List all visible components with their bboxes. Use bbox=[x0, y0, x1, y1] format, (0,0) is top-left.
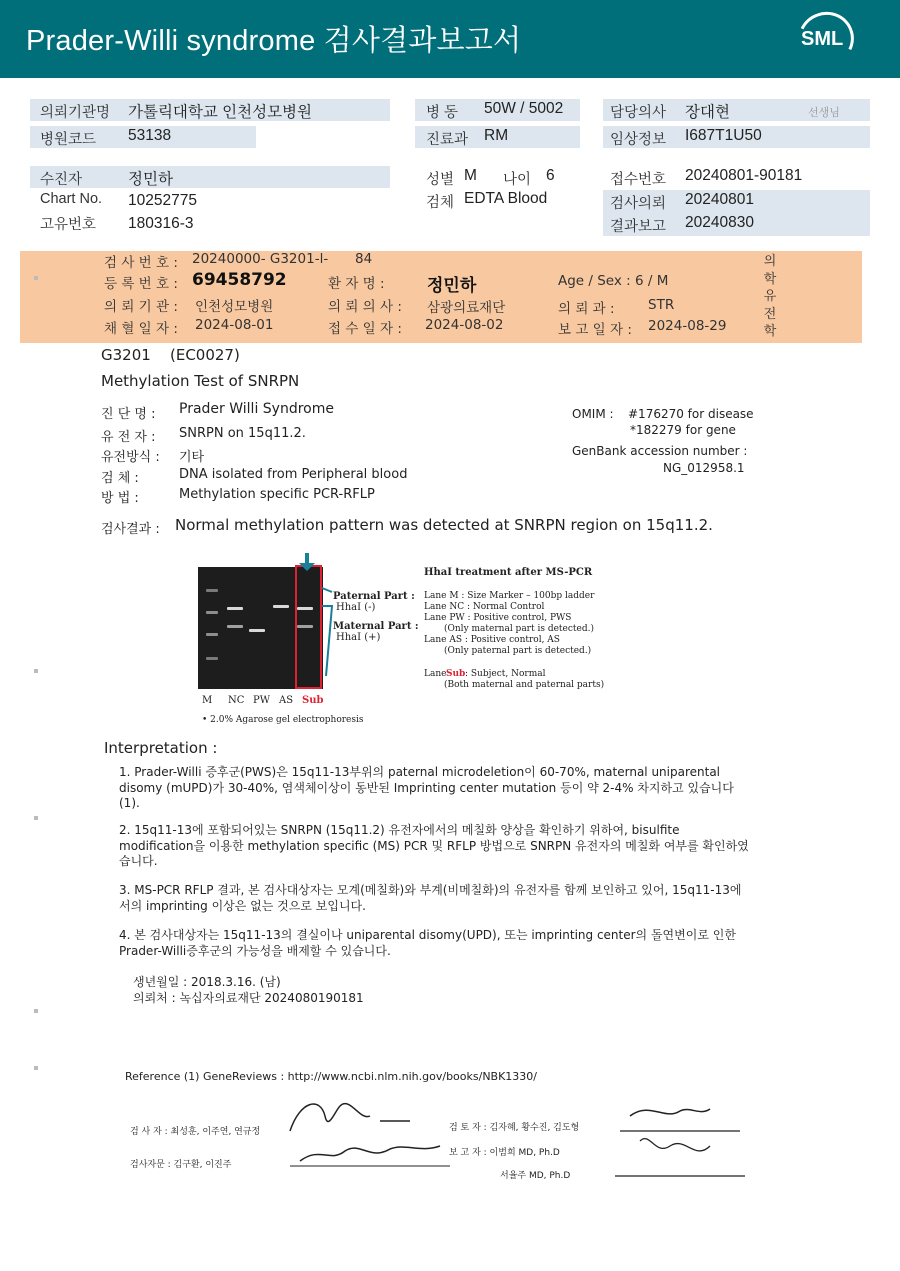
scan-mark bbox=[34, 816, 38, 820]
legend-line: Lane M : Size Marker – 100bp ladder bbox=[424, 591, 595, 601]
hospital-code-value: 53138 bbox=[128, 127, 172, 144]
report: 2024-08-29 bbox=[648, 318, 727, 334]
reviewer: 검 토 자 : 김자혜, 황수진, 김도형 bbox=[449, 1123, 580, 1133]
legend-line: Lane PW : Positive control, PWS bbox=[424, 613, 572, 623]
header-bar bbox=[0, 0, 900, 78]
result: Normal methylation pattern was detected at SNRPN region on 15q11.2. bbox=[175, 516, 713, 534]
hospital-code-label: 병원코드 bbox=[40, 132, 97, 148]
clinical-label: 임상정보 bbox=[610, 132, 667, 148]
dept-label: 진료과 bbox=[426, 132, 469, 148]
inherit-label: 유전방식 : bbox=[101, 450, 160, 465]
sample-label: 검 체 : bbox=[101, 471, 139, 486]
specimen-value: EDTA Blood bbox=[464, 190, 548, 207]
interp-item: 3. MS-PCR RFLP 결과, 본 검사대상자는 모계(메칠화)와 부계(비메칠화)의 유전자를 함께 보인하고 있어, 15q11-13에서의 imprinting 이상은 없는 것으로 보입니다. bbox=[119, 883, 742, 913]
requesting-org-label: 의뢰기관명 bbox=[40, 105, 111, 121]
legend-line: Lane NC : Normal Control bbox=[424, 602, 545, 612]
org: 인천성모병원 bbox=[195, 299, 274, 315]
req-doctor: 삼광의료재단 bbox=[427, 300, 506, 316]
dept-label-2: 의 뢰 과 : bbox=[558, 301, 615, 317]
legend-sub: Sub bbox=[446, 669, 466, 679]
gel-band bbox=[227, 607, 243, 610]
scan-mark bbox=[34, 1066, 38, 1070]
reporter: 보 고 자 : 이범희 MD, Ph.D bbox=[449, 1148, 560, 1158]
reception-label: 접수번호 bbox=[610, 172, 667, 188]
gene-label: 유 전 자 : bbox=[101, 430, 156, 445]
requesting-org-value: 가톨릭대학교 인천성모병원 bbox=[128, 104, 312, 121]
patient-value: 정민하 bbox=[128, 171, 173, 188]
row-bg bbox=[30, 166, 390, 188]
method: Methylation specific PCR-RFLP bbox=[179, 487, 375, 502]
gel-lane-pw: PW bbox=[253, 695, 271, 706]
sex-value: M bbox=[464, 167, 477, 184]
gel-band bbox=[206, 633, 218, 636]
head-patient: 정민하 bbox=[427, 276, 477, 296]
age-value: 6 bbox=[546, 167, 555, 184]
request-date-value: 20240801 bbox=[685, 191, 754, 208]
collect: 2024-08-01 bbox=[195, 317, 274, 333]
dept-2: STR bbox=[648, 297, 675, 313]
collect-label: 채 혈 일 자 : bbox=[104, 321, 178, 337]
gel-band bbox=[206, 611, 218, 614]
paternal-hhal: HhaI (-) bbox=[336, 602, 376, 613]
legend-title: HhaI treatment after MS-PCR bbox=[424, 567, 593, 578]
unique-label: 고유번호 bbox=[40, 217, 97, 233]
scan-mark bbox=[34, 1009, 38, 1013]
page-title: Prader-Willi syndrome 검사결과보고서 bbox=[26, 25, 522, 57]
maternal-hhal: HhaI (+) bbox=[336, 632, 381, 643]
gel-band bbox=[206, 589, 218, 592]
gel-band bbox=[227, 625, 243, 628]
scan-mark bbox=[34, 276, 38, 280]
test-code-2: (EC0027) bbox=[170, 346, 240, 364]
gel-caption: • 2.0% Agarose gel electrophoresis bbox=[202, 715, 364, 725]
maternal-part: Maternal Part : bbox=[333, 621, 419, 632]
receive: 2024-08-02 bbox=[425, 317, 504, 333]
reporter-2: 서율주 MD, Ph.D bbox=[500, 1171, 571, 1181]
legend-line: Lane AS : Positive control, AS bbox=[424, 635, 560, 645]
doctor-suffix: 선생님 bbox=[808, 107, 840, 119]
legend-sub-note: (Both maternal and paternal parts) bbox=[444, 680, 605, 690]
doctor-value: 장대현 bbox=[685, 104, 730, 121]
org-label: 의 뢰 기 관 : bbox=[104, 299, 178, 315]
age-sex: Age / Sex : 6 / M bbox=[558, 273, 669, 289]
genbank: NG_012958.1 bbox=[663, 461, 745, 475]
result-label: 검사결과 : bbox=[101, 522, 160, 537]
omim-disease: #176270 for disease bbox=[628, 407, 754, 421]
genbank-label: GenBank accession number : bbox=[572, 444, 748, 458]
arrow-down-icon bbox=[295, 553, 325, 573]
examiner: 검 사 자 : 최성훈, 이주연, 연규정 bbox=[130, 1127, 261, 1137]
req-doctor-label: 의 뢰 의 사 : bbox=[328, 299, 402, 315]
interp-item: 1. Prader-Willi 증후군(PWS)은 15q11-13부위의 paternal microdeletion이 60-70%, maternal uniparental disomy (mUPD)가 30-40%, 염색체이상이 동반된 Imprinting center mutation 등이 약 2-4% 차지하고 있습니다 (1). bbox=[119, 765, 734, 810]
method-label: 방 법 : bbox=[101, 491, 139, 506]
specimen-label: 검체 bbox=[426, 195, 455, 211]
clinical-value: I687T1U50 bbox=[685, 127, 762, 144]
legend-line: (Only paternal part is detected.) bbox=[444, 646, 592, 656]
signature-examiner bbox=[280, 1091, 460, 1171]
interp-item: 4. 본 검사대상자는 15q11-13의 결실이나 uniparental disomy(UPD), 또는 imprinting center의 돌연변이로 인한 Prader-Willi증후군의 가능성을 배제할 수 있습니다. bbox=[119, 928, 736, 958]
unique-value: 180316-3 bbox=[128, 215, 194, 232]
report-date-value: 20240830 bbox=[685, 214, 754, 231]
gel-lane-as: AS bbox=[279, 695, 294, 706]
test-no: 20240000- G3201-l- bbox=[192, 251, 329, 267]
birth-date: 생년월일 : 2018.3.16. (남) bbox=[133, 975, 281, 989]
interpretation-label: Interpretation : bbox=[104, 739, 218, 757]
reg-no-label: 등 록 번 호 : bbox=[104, 276, 178, 292]
patient-label: 수진자 bbox=[40, 172, 83, 188]
subject-lane-highlight bbox=[295, 565, 322, 689]
legend-sub-rest: : Subject, Normal bbox=[465, 669, 546, 679]
gene: SNRPN on 15q11.2. bbox=[179, 426, 306, 441]
gel-lane-sub: Sub bbox=[302, 695, 324, 706]
request-date-label: 검사의뢰 bbox=[610, 196, 667, 212]
chart-value: 10252775 bbox=[128, 192, 197, 209]
omim-gene: *182279 for gene bbox=[630, 423, 736, 437]
inherit: 기타 bbox=[179, 450, 205, 465]
doctor-label: 담당의사 bbox=[610, 105, 667, 121]
sample: DNA isolated from Peripheral blood bbox=[179, 467, 408, 482]
legend-line: (Only maternal part is detected.) bbox=[444, 624, 594, 634]
ward-value: 50W / 5002 bbox=[484, 100, 564, 117]
legend-sub-prefix: Lane bbox=[424, 669, 447, 679]
age-label: 나이 bbox=[503, 172, 532, 188]
test-name: Methylation Test of SNRPN bbox=[101, 372, 300, 390]
reg-no: 69458792 bbox=[192, 270, 287, 290]
reference: Reference (1) GeneReviews : http://www.ncbi.nlm.nih.gov/books/NBK1330/ bbox=[125, 1070, 538, 1083]
signature-reviewer bbox=[610, 1101, 750, 1181]
scan-mark bbox=[34, 669, 38, 673]
gel-band bbox=[273, 605, 289, 608]
gel-lane-nc: NC bbox=[228, 695, 245, 706]
test-no-label: 검 사 번 호 : bbox=[104, 255, 178, 271]
referrer: 의뢰처 : 녹십자의료재단 2024080190181 bbox=[133, 991, 364, 1005]
receive-label: 접 수 일 자 : bbox=[328, 321, 402, 337]
report-label: 보 고 일 자 : bbox=[558, 322, 632, 338]
sex-label: 성별 bbox=[426, 172, 455, 188]
examiner-chief: 검사자문 : 김구환, 이진주 bbox=[130, 1160, 232, 1170]
report-date-label: 결과보고 bbox=[610, 219, 667, 235]
reception-value: 20240801-90181 bbox=[685, 167, 803, 184]
gel-lane-m: M bbox=[202, 695, 213, 706]
logo-text: SML bbox=[801, 28, 844, 50]
test-code: G3201 bbox=[101, 346, 151, 364]
sml-logo bbox=[798, 12, 854, 66]
interp-item: 2. 15q11-13에 포함되어있는 SNRPN (15q11.2) 유전자에서의 메칠화 양상을 확인하기 위하여, bisulfite modification을 이용한 methylation specific (MS) PCR 및 RFLP 방법으로 SNRPN 유전자의 메칠화 여부를 확인하였습니다. bbox=[119, 823, 749, 868]
gel-band bbox=[206, 657, 218, 660]
omim-label: OMIM : bbox=[572, 407, 614, 421]
test-no-tail: 84 bbox=[355, 251, 373, 267]
head-patient-label: 환 자 명 : bbox=[328, 276, 385, 292]
paternal-part: Paternal Part : bbox=[333, 591, 415, 602]
scanned-report bbox=[20, 251, 862, 1197]
diag-label: 진 단 명 : bbox=[101, 407, 156, 422]
side-label: 의학유전학 bbox=[763, 254, 777, 339]
gel-band bbox=[249, 629, 265, 632]
diag: Prader Willi Syndrome bbox=[179, 401, 334, 417]
report-header bbox=[20, 251, 862, 343]
chart-label: Chart No. bbox=[40, 191, 103, 207]
dept-value: RM bbox=[484, 127, 509, 144]
ward-label: 병 동 bbox=[426, 105, 459, 121]
